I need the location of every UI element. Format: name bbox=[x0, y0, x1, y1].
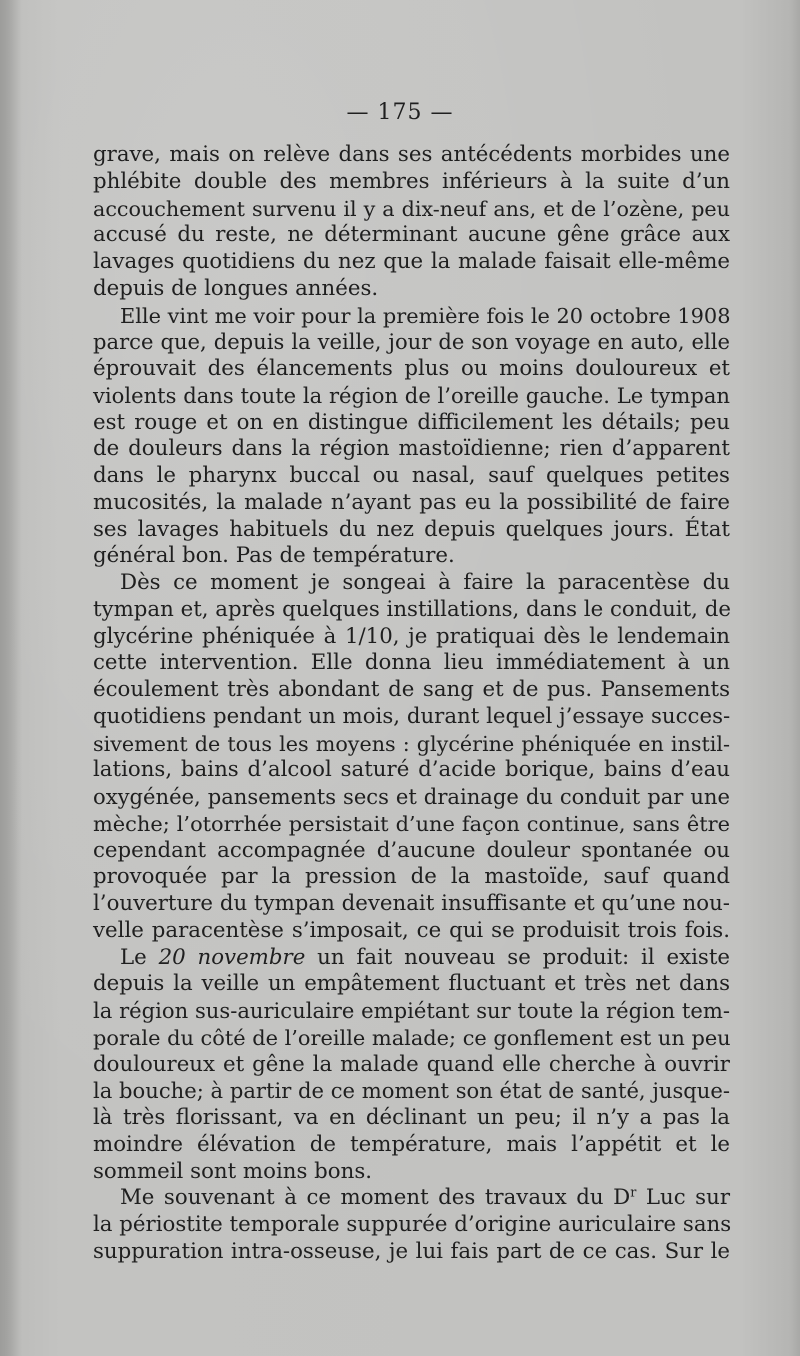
text-segment: Luc sur bbox=[636, 1185, 730, 1211]
text-line bbox=[93, 1185, 730, 1212]
italic-date: 20 novembre bbox=[158, 944, 306, 970]
text-line: la région sus-auriculaire empiétant sur toute la région tem- bbox=[93, 998, 730, 1023]
text-line: suppuration intra-osseuse, je lui fais part de ce cas. Sur le bbox=[93, 1238, 730, 1264]
text-line: dans le pharynx buccal ou nasal, sauf quelques petites bbox=[93, 463, 730, 488]
body-text bbox=[93, 142, 730, 1266]
text-line: lavages quotidiens du nez que la malade faisait elle-même bbox=[93, 249, 730, 274]
text-line: la périostite temporale suppurée d’origine auriculaire sans bbox=[93, 1212, 732, 1237]
text-line: mucosités, la malade n’ayant pas eu la possibilité de faire bbox=[93, 489, 730, 515]
text-line: éprouvait des élancements plus ou moins douloureux et bbox=[93, 356, 730, 381]
text-line: phlébite double des membres inférieurs à la suite d’un bbox=[93, 168, 730, 194]
superscript: r bbox=[630, 1185, 637, 1201]
text-line: depuis de longues années. bbox=[93, 275, 379, 301]
text-line: sommeil sont moins bons. bbox=[93, 1158, 373, 1184]
text-line: accouchement survenu il y a dix-neuf ans, et de l’ozène, peu bbox=[93, 196, 730, 221]
text-line: oxygénée, pansements secs et drainage du conduit par une bbox=[93, 784, 730, 809]
text-line: lations, bains d’alcool saturé d’acide borique, bains d’eau bbox=[93, 757, 730, 783]
text-line: grave, mais on relève dans ses antécédents morbides une bbox=[93, 142, 730, 167]
text-line: douloureux et gêne la malade quand elle cherche à ouvrir bbox=[93, 1051, 730, 1077]
text-line bbox=[93, 945, 730, 972]
page-gutter-shadow bbox=[0, 0, 22, 1356]
page-number: — 175 — bbox=[346, 100, 454, 125]
text-segment: Le bbox=[120, 944, 159, 970]
text-line: sivement de tous les moyens : glycérine phéniquée en instil- bbox=[93, 731, 730, 756]
text-line: écoulement très abondant de sang et de pus. Pansements bbox=[93, 677, 730, 702]
text-line: général bon. Pas de température. bbox=[93, 543, 455, 569]
text-line: l’ouverture du tympan devenait insuffisante et qu’une nou- bbox=[93, 891, 730, 916]
text-line: mèche; l’otorrhée persistait d’une façon continue, sans être bbox=[93, 811, 730, 836]
text-line: la bouche; à partir de ce moment son état de santé, jusque- bbox=[93, 1078, 730, 1104]
text-line: depuis la veille un empâtement fluctuant et très net dans bbox=[93, 971, 730, 997]
text-line: moindre élévation de température, mais l’appétit et le bbox=[93, 1131, 730, 1157]
text-line: provoquée par la pression de la mastoïde, sauf quand bbox=[93, 864, 730, 890]
text-line: cette intervention. Elle donna lieu immédiatement à un bbox=[93, 650, 730, 676]
text-line: quotidiens pendant un mois, durant lequel j’essaye succes- bbox=[93, 703, 731, 729]
text-line: glycérine phéniquée à 1/10, je pratiquai dès le lendemain bbox=[93, 623, 730, 649]
text-line: est rouge et on en distingue difficilement les détails; peu bbox=[93, 409, 730, 435]
text-line: porale du côté de l’oreille malade; ce gonflement est un peu bbox=[93, 1025, 731, 1050]
text-line: accusé du reste, ne déterminant aucune gêne grâce aux bbox=[93, 222, 730, 248]
text-line: tympan et, après quelques instillations, dans le conduit, de bbox=[93, 596, 731, 622]
text-line: Elle vint me voir pour la première fois le 20 octobre 1908 bbox=[120, 303, 731, 328]
text-line: violents dans toute la région de l’oreille gauche. Le tympan bbox=[93, 382, 730, 408]
text-segment: un fait nouveau se produit: il existe bbox=[305, 944, 730, 970]
text-line: Dès ce moment je songeai à faire la paracentèse du bbox=[120, 570, 730, 595]
text-line: cependant accompagnée d’aucune douleur spontanée ou bbox=[93, 837, 730, 863]
text-line: velle paracentèse s’imposait, ce qui se produisit trois fois. bbox=[93, 917, 730, 943]
text-segment: Me souvenant à ce moment des travaux du D bbox=[120, 1185, 631, 1211]
text-line: parce que, depuis la veille, jour de son voyage en auto, elle bbox=[93, 329, 730, 355]
text-line: ses lavages habituels du nez depuis quelques jours. État bbox=[93, 516, 730, 542]
text-line: de douleurs dans la région mastoïdienne; rien d’apparent bbox=[93, 436, 730, 462]
text-line: là très florissant, va en déclinant un peu; il n’y a pas la bbox=[93, 1105, 730, 1130]
